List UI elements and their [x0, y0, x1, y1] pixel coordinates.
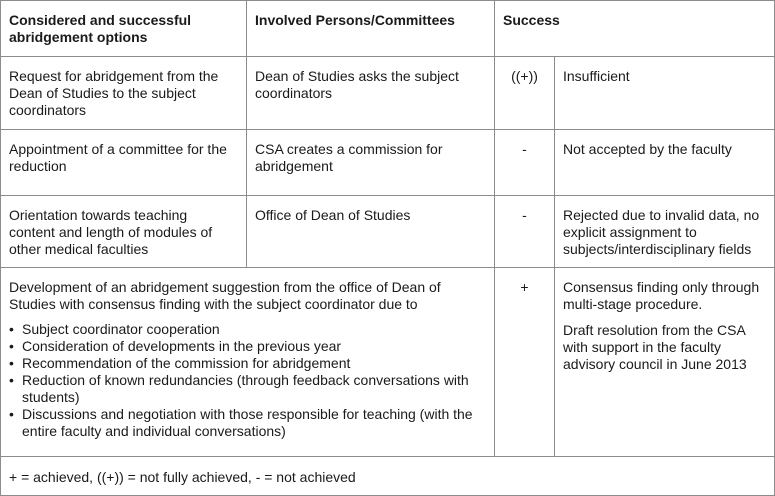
- final-row-intro: Development of an abridgement suggestion from the office of Dean of Studies with consensus finding with the subject coordinator due to: [9, 279, 441, 312]
- col-divider: [246, 1, 247, 267]
- final-row-result: [563, 279, 768, 373]
- final-row-result-1: Consensus finding only through multi-stage procedure.: [563, 279, 760, 312]
- final-row-symbol: +: [520, 279, 529, 295]
- row-2-persons: CSA creates a commission for abridgement: [255, 141, 443, 174]
- row-3-symbol: -: [522, 207, 527, 223]
- list-item: • Subject coordinator cooperation: [9, 321, 489, 338]
- row-2-option: Appointment of a committee for the reduction: [9, 141, 227, 174]
- row-1-option: Request for abridgement from the Dean of Studies to the subject coordinators: [9, 68, 219, 118]
- final-row-result-2: Draft resolution from the CSA with support in the faculty advisory council in June 2013: [563, 322, 747, 372]
- header-persons: Involved Persons/Committees: [255, 12, 455, 28]
- col-divider: [554, 57, 555, 456]
- list-item: • Discussions and negotiation with those responsible for teaching (with the entire faculty and individual conversations): [9, 406, 489, 440]
- row-divider: [1, 129, 774, 130]
- list-item: • Reduction of known redundancies (through feedback conversations with students): [9, 372, 489, 406]
- row-divider: [1, 56, 774, 57]
- row-1-result: Insufficient: [563, 68, 630, 84]
- header-success: Success: [503, 12, 560, 28]
- row-divider: [1, 456, 774, 457]
- row-2-result: Not accepted by the faculty: [563, 141, 732, 157]
- row-2-symbol: -: [522, 141, 527, 157]
- row-divider: [1, 267, 774, 268]
- row-1-persons: Dean of Studies asks the subject coordinators: [255, 68, 459, 101]
- row-3-option: Orientation towards teaching content and length of modules of other medical faculties: [9, 207, 213, 257]
- row-3-result: Rejected due to invalid data, no explicit assignment to subjects/interdisciplinary fields: [563, 207, 760, 257]
- row-1-symbol: ((+)): [511, 68, 538, 84]
- list-item: • Consideration of developments in the previous year: [9, 338, 489, 355]
- final-row-option: [9, 279, 489, 440]
- row-3-persons: Office of Dean of Studies: [255, 207, 411, 223]
- row-divider: [1, 195, 774, 196]
- reason-list: [9, 321, 489, 440]
- list-item: • Recommendation of the commission for abridgement: [9, 355, 489, 372]
- header-options: Considered and successful abridgement options: [9, 12, 192, 45]
- legend-footnote: + = achieved, ((+)) = not fully achieved, - = not achieved: [9, 469, 356, 485]
